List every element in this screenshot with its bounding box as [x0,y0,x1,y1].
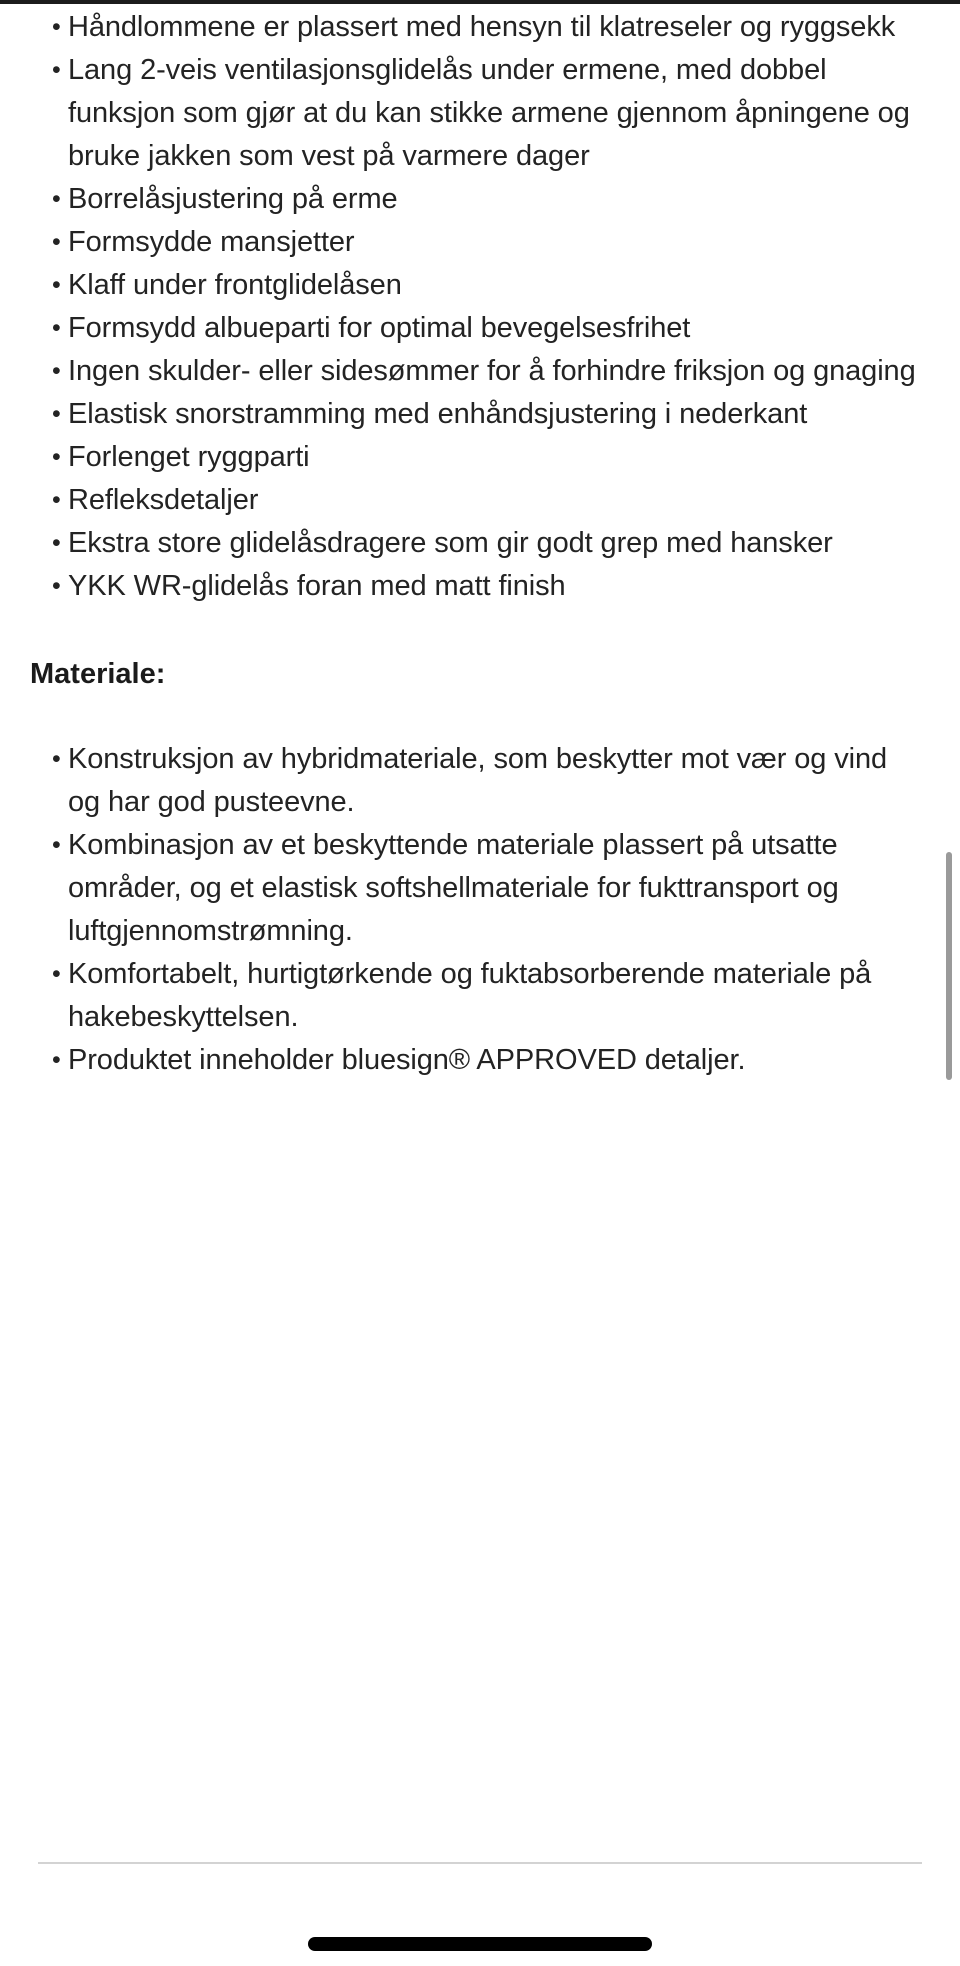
list-item: • Elastisk snorstramming med enhåndsjustering i nederkant [0,393,960,436]
list-item: • Kombinasjon av et beskyttende materiale plassert på utsatte områder, og et elastisk softshellmateriale for fukttransport og luftgjennomstrømning. [0,824,960,953]
material-section-heading: Materiale: [30,658,166,690]
list-item: • Borrelåsjustering på erme [0,178,960,221]
scrollbar-thumb[interactable] [946,852,952,1080]
description-content [0,4,960,1082]
list-item: • Konstruksjon av hybridmateriale, som beskytter mot vær og vind og har god pusteevne. [0,738,960,824]
list-item: • Klaff under frontglidelåsen [0,264,960,307]
list-item: • Forlenget ryggparti [0,436,960,479]
list-item: • Komfortabelt, hurtigtørkende og fuktabsorberende materiale på hakebeskyttelsen. [0,953,960,1039]
list-item: • YKK WR-glidelås foran med matt finish [0,565,960,608]
list-item: • Refleksdetaljer [0,479,960,522]
material-list [0,738,960,1082]
list-item: • Formsydde mansjetter [0,221,960,264]
spacer [0,696,960,738]
features-list [0,6,960,608]
list-item: • Ingen skulder- eller sidesømmer for å forhindre friksjon og gnaging [0,350,960,393]
product-description-page [0,4,960,1966]
bottom-divider [38,1862,922,1864]
list-item: • Ekstra store glidelåsdragere som gir godt grep med hansker [0,522,960,565]
list-item: • Formsydd albueparti for optimal bevegelsesfrihet [0,307,960,350]
list-item: • Håndlommene er plassert med hensyn til klatreseler og ryggsekk [0,6,960,49]
spacer [0,608,960,653]
home-indicator[interactable] [308,1937,652,1951]
list-item: • Produktet inneholder bluesign® APPROVED detaljer. [0,1039,960,1082]
list-item: • Lang 2-veis ventilasjonsglidelås under ermene, med dobbel funksjon som gjør at du kan stikke armene gjennom åpningene og bruke jakken som vest på varmere dager [0,49,960,178]
